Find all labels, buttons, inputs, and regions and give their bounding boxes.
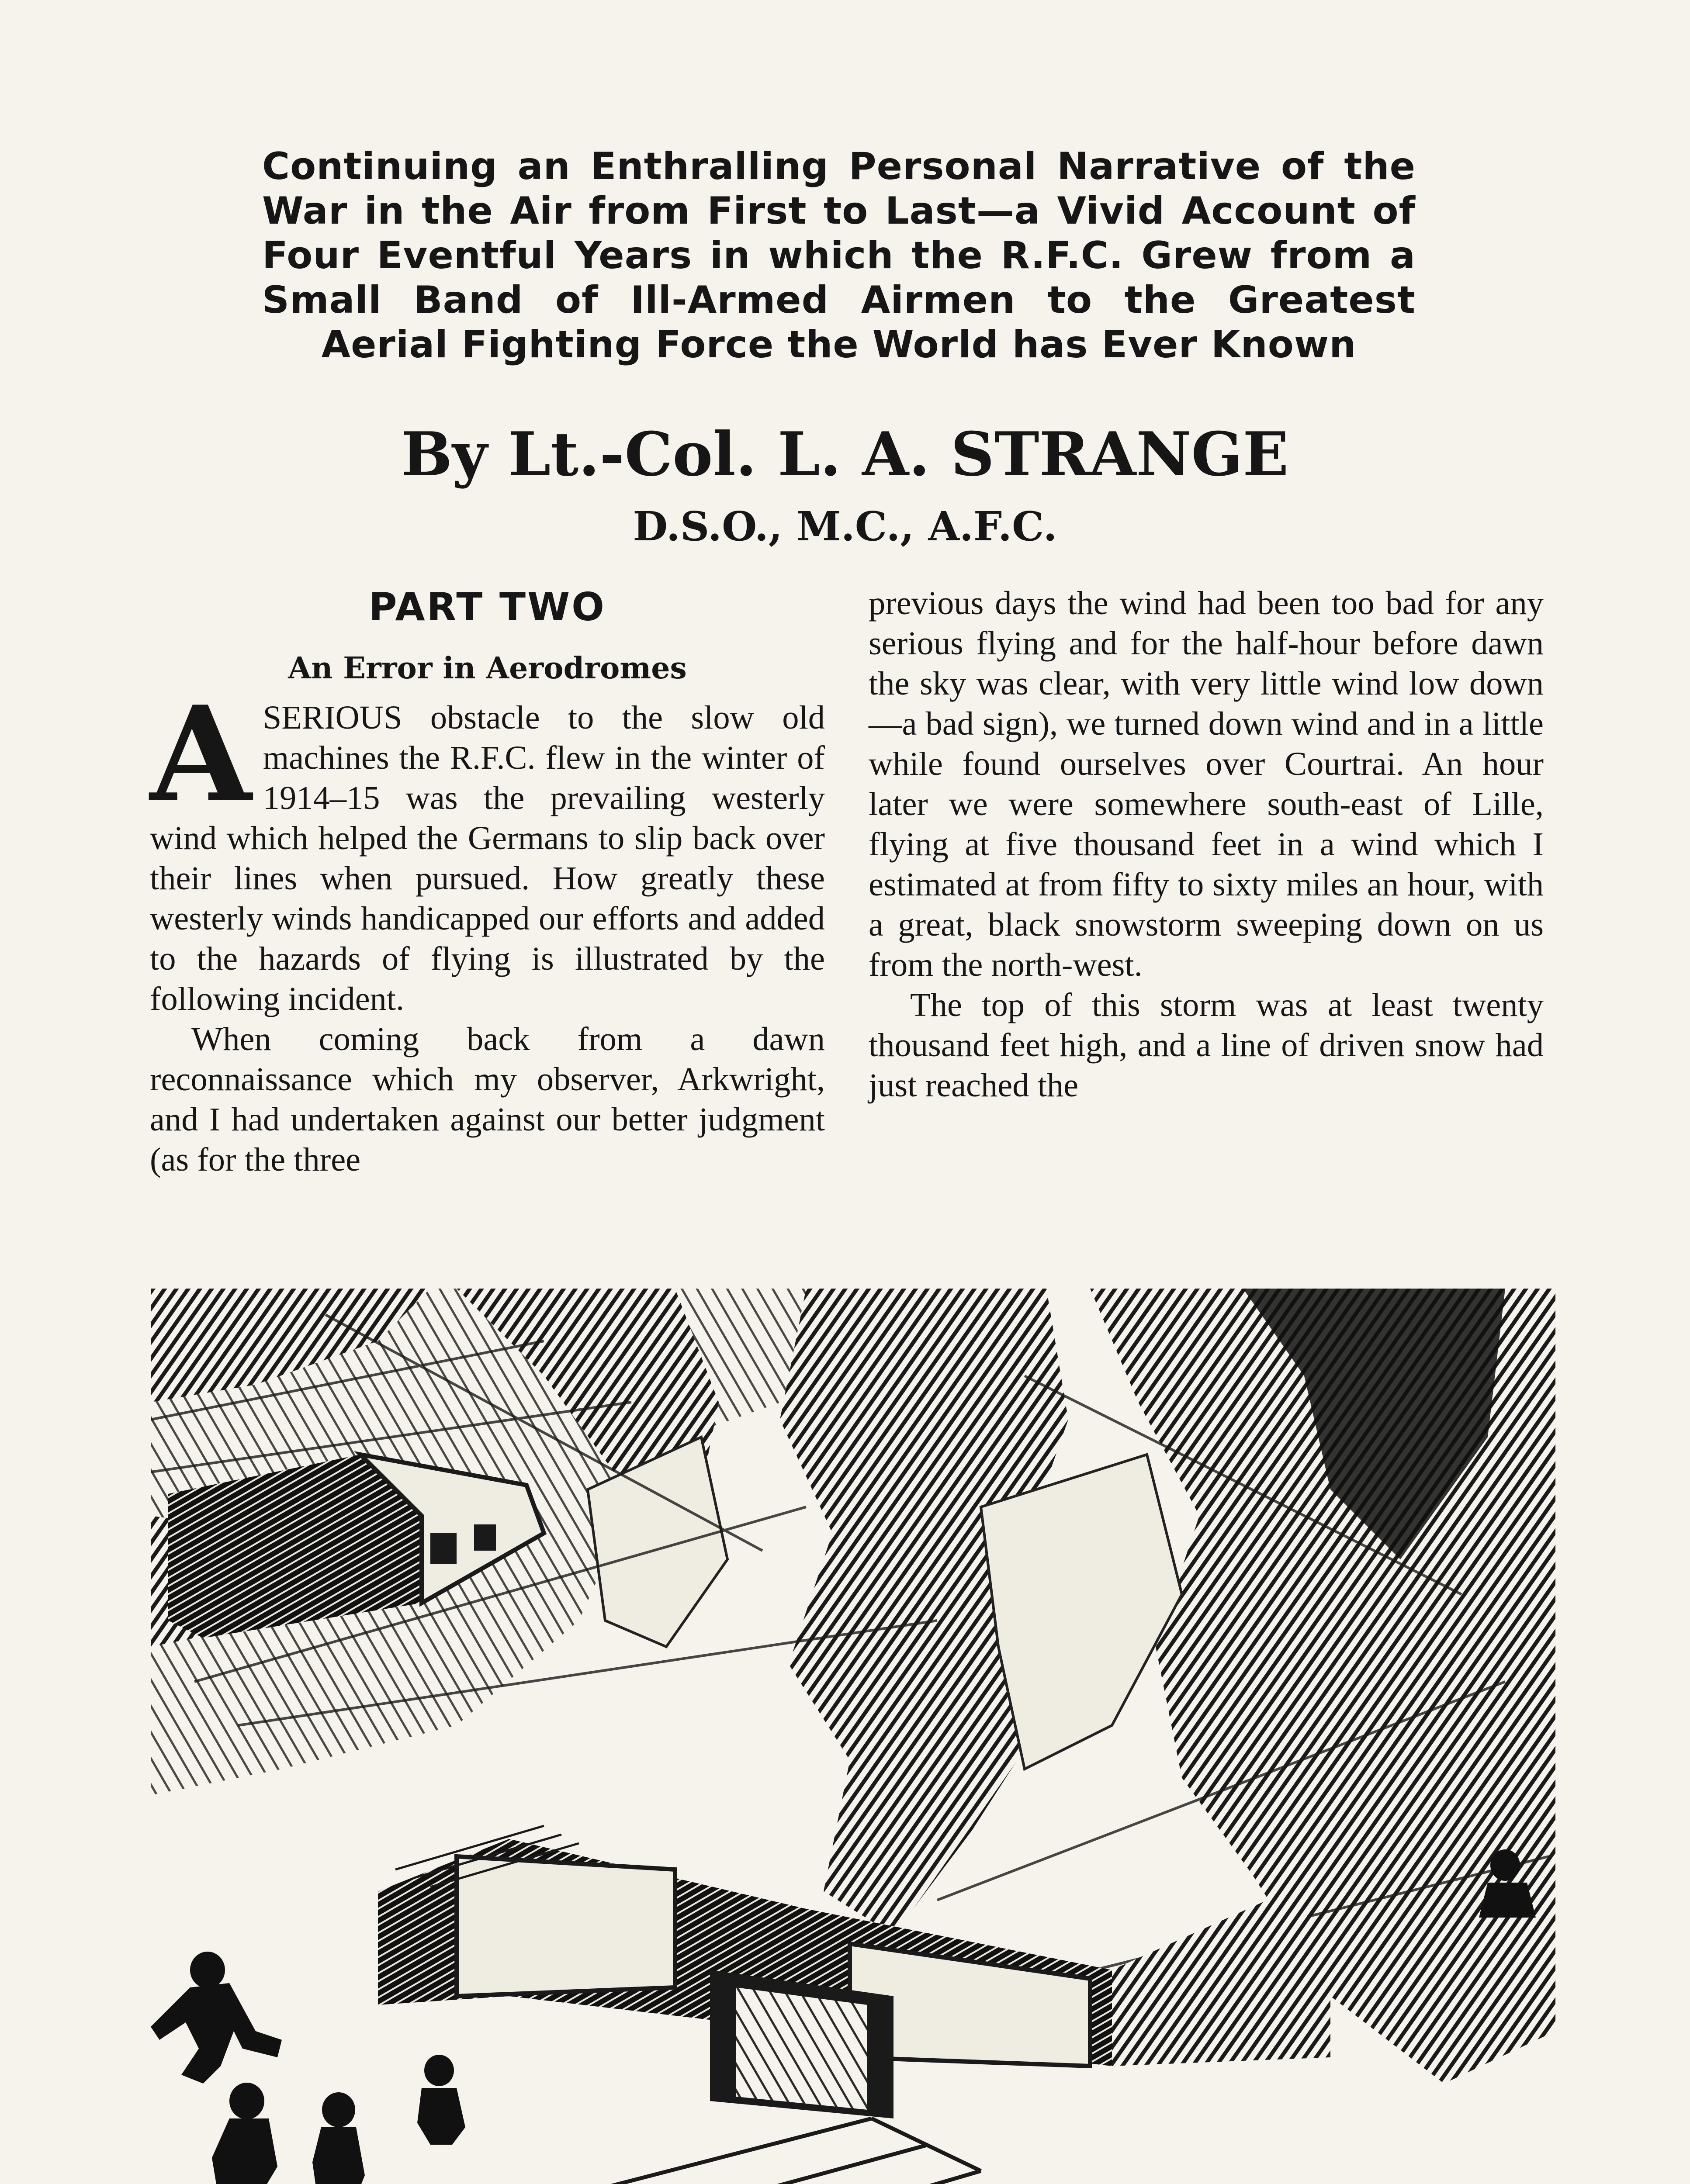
paragraph-2: When coming back from a dawn reconnaissance which my observer, Arkwright, and I had undertaken against our better judgment (as for the three [150, 1020, 825, 1178]
paragraph-2-continued: previous days the wind had been too bad for any serious flying and for the half-hour before dawn the sky was clear, with very little wind low down—a bad sign), we turned down wind and in a little while found ourselves over Courtrai. An hour later we were somewhere south-east of Lille, flying at five thousand feet in a wind which I estimated at from fifty to sixty miles an hour, with a great, black snowstorm sweeping down on us from the north-west. [869, 584, 1544, 983]
part-heading: PART TWO [369, 584, 606, 629]
drop-cap: A [150, 677, 252, 831]
paragraph-1 [150, 677, 825, 1019]
section-heading: An Error in Aerodromes [288, 651, 687, 686]
paragraph-1-text: SERIOUS obstacle to the slow old machines the R.F.C. flew in the winter of 1914–15 was the prevailing westerly wind which helped the Germans to slip back over their lines when pursued. How greatly these westerly winds handicapped our efforts and added to the hazards of flying is illustrated by the following incident. [150, 699, 825, 1017]
paragraph-3: The top of this storm was at least twenty thousand feet high, and a line of driven snow had just reached the [869, 986, 1544, 1104]
text-column-left [150, 583, 825, 1180]
burning-hangar-illustration [151, 1289, 1555, 2184]
author-honours: D.S.O., M.C., A.F.C. [633, 503, 1057, 550]
author-byline: By Lt.-Col. L. A. STRANGE [401, 418, 1289, 490]
text-column-right [869, 583, 1544, 1106]
article-intro: Continuing an Enthralling Personal Narrative of the War in the Air from First to Last—a Vivid Account of Four Eventful Years in which the R.F.C. Grew from a Small Band of Ill-Armed Airmen to the Greatest Aerial Fighting Force the World has Ever Known [262, 145, 1416, 366]
illustration-drawing [151, 1289, 1555, 2184]
